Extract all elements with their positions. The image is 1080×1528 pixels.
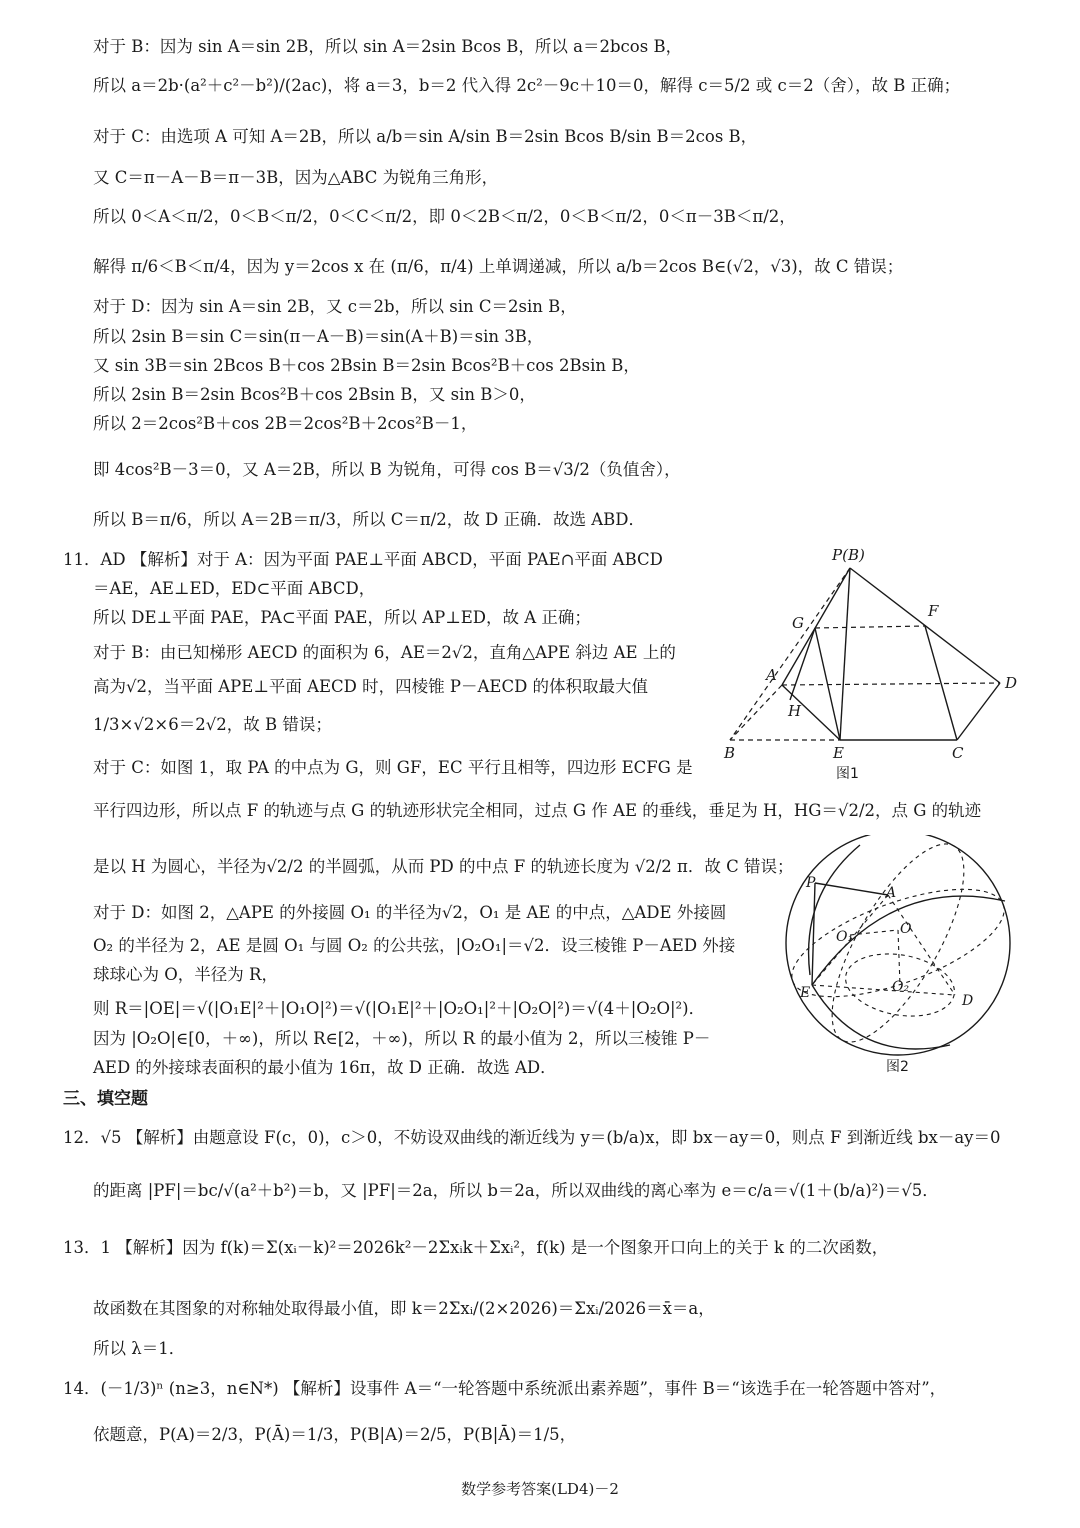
text-line: 是以 H 为圆心，半径为√2/2 的半圆弧，从而 PD 的中点 F 的轨迹长度为 √2/2 π．故 C 错误；: [93, 857, 794, 876]
text-line: 对于 D：因为 sin A＝sin 2B，又 c＝2b，所以 sin C＝2sin B，: [93, 297, 577, 316]
fig2-label-e: E: [800, 985, 811, 1001]
fig1-label-f: F: [928, 602, 939, 620]
fig2-label-o2: O₂: [892, 979, 910, 995]
text-line: 对于 B：因为 sin A＝sin 2B，所以 sin A＝2sin Bcos B，所以 a＝2bcos B，: [93, 37, 683, 56]
page-footer: 数学参考答案(LD4)－2: [461, 1480, 619, 1498]
fig1-label-a: A: [766, 666, 777, 684]
fig1-label-g: G: [792, 614, 804, 632]
text-line: 依题意，P(A)＝2/3，P(Ā)＝1/3，P(B|A)＝2/5，P(B|Ā)＝1/5，: [93, 1425, 577, 1444]
text-line: 故函数在其图象的对称轴处取得最小值，即 k＝2Σxᵢ/(2×2026)＝Σxᵢ/2026＝x̄＝a，: [93, 1299, 715, 1318]
text-line: O₂ 的半径为 2，AE 是圆 O₁ 与圆 O₂ 的公共弦，|O₂O₁|＝√2．设三棱锥 P－AED 外接: [93, 936, 736, 955]
text-line: 11．AD 【解析】对于 A：因为平面 PAE⊥平面 ABCD，平面 PAE∩平面 ABCD: [63, 550, 663, 569]
fig1-label-c: C: [952, 744, 964, 762]
text-line: 对于 C：如图 1，取 PA 的中点为 G，则 GF，EC 平行且相等，四边形 ECFG 是: [93, 758, 693, 777]
fig1-label-h: H: [788, 702, 802, 720]
fig1-label-e: E: [833, 744, 844, 762]
fig2-label-a: A: [886, 885, 897, 901]
figure-2-sphere: [780, 835, 1025, 1080]
text-line: 对于 B：由已知梯形 AECD 的面积为 6，AE＝2√2，直角△APE 斜边 AE 上的: [93, 643, 676, 662]
text-line: 13．1 【解析】因为 f(k)＝Σ(xᵢ－k)²＝2026k²－2Σxᵢk＋Σxᵢ²，f(k) 是一个图象开口向上的关于 k 的二次函数，: [63, 1238, 889, 1257]
text-line: 对于 D：如图 2，△APE 的外接圆 O₁ 的半径为√2，O₁ 是 AE 的中点，△ADE 外接圆: [93, 903, 727, 922]
text-line: 所以 B＝π/6，所以 A＝2B＝π/3，所以 C＝π/2，故 D 正确．故选 ABD．: [93, 510, 645, 529]
figure-1-pyramid: [720, 540, 1030, 785]
text-line: 所以 a＝2b·(a²＋c²－b²)/(2ac)，将 a＝3，b＝2 代入得 2c²－9c＋10＝0，解得 c＝5/2 或 c＝2（舍），故 B 正确；: [93, 76, 961, 95]
text-line: 所以 2sin B＝sin C＝sin(π－A－B)＝sin(A＋B)＝sin 3B，: [93, 327, 544, 346]
text-line: 球球心为 O，半径为 R，: [93, 965, 278, 984]
text-line: 对于 C：由选项 A 可知 A＝2B，所以 a/b＝sin A/sin B＝2sin Bcos B/sin B＝2cos B，: [93, 127, 758, 146]
text-line: 所以 DE⊥平面 PAE，PA⊂平面 PAE，所以 AP⊥ED，故 A 正确；: [93, 608, 591, 627]
text-line: 高为√2，当平面 APE⊥平面 AECD 时，四棱锥 P－AECD 的体积取最大值: [93, 677, 649, 696]
fig1-label-d: D: [1005, 674, 1018, 692]
text-line: AED 的外接球表面积的最小值为 16π，故 D 正确．故选 AD．: [93, 1058, 557, 1077]
text-line: 的距离 |PF|＝bc/√(a²＋b²)＝b，又 |PF|＝2a，所以 b＝2a，所以双曲线的离心率为 e＝c/a＝√(1＋(b/a)²)＝√5．: [93, 1181, 939, 1200]
text-line: 又 sin 3B＝sin 2Bcos B＋cos 2Bsin B＝2sin Bcos²B＋cos 2Bsin B，: [93, 356, 640, 375]
text-line: 所以 2sin B＝2sin Bcos²B＋cos 2Bsin B，又 sin B＞0，: [93, 385, 536, 404]
text-line: 所以 2＝2cos²B＋cos 2B＝2cos²B＋2cos²B－1，: [93, 414, 478, 433]
text-line: 又 C＝π－A－B＝π－3B，因为△ABC 为锐角三角形，: [93, 168, 499, 187]
text-line: ＝AE，AE⊥ED，ED⊂平面 ABCD，: [93, 579, 376, 598]
text-line: 因为 |O₂O|∈[0，＋∞)，所以 R∈[2，＋∞)，所以 R 的最小值为 2，所以三棱锥 P－: [93, 1029, 711, 1048]
section-title: 三、填空题: [63, 1089, 148, 1109]
text-line: 即 4cos²B－3＝0，又 A＝2B，所以 B 为锐角，可得 cos B＝√3/2（负值舍），: [93, 460, 681, 479]
fig1-label-b: B: [724, 744, 736, 762]
fig2-label-d: D: [962, 993, 974, 1009]
fig2-label-p: P: [806, 875, 816, 891]
text-line: 平行四边形，所以点 F 的轨迹与点 G 的轨迹形状完全相同，过点 G 作 AE 的垂线，垂足为 H，HG＝√2/2，点 G 的轨迹: [93, 801, 982, 820]
text-line: 解得 π/6＜B＜π/4，因为 y＝2cos x 在 (π/6，π/4) 上单调递减，所以 a/b＝2cos B∈(√2，√3)，故 C 错误；: [93, 257, 904, 276]
text-line: 则 R＝|OE|＝√(|O₁E|²＋|O₁O|²)＝√(|O₁E|²＋|O₂O₁|²＋|O₂O|²)＝√(4＋|O₂O|²)．: [93, 999, 706, 1018]
text-line: 12．√5 【解析】由题意设 F(c，0)，c＞0，不妨设双曲线的渐近线为 y＝(b/a)x，即 bx－ay＝0，则点 F 到渐近线 bx－ay＝0: [63, 1128, 1001, 1147]
fig2-label-o1: O₁: [836, 929, 854, 945]
fig2-caption: 图2: [886, 1059, 909, 1075]
fig2-label-o: O: [900, 921, 912, 937]
text-line: 1/3×√2×6＝2√2，故 B 错误；: [93, 715, 332, 734]
fig1-caption: 图1: [836, 766, 859, 782]
text-line: 所以 λ＝1．: [93, 1339, 186, 1358]
text-line: 所以 0＜A＜π/2，0＜B＜π/2，0＜C＜π/2，即 0＜2B＜π/2，0＜B＜π/2，0＜π－3B＜π/2，: [93, 207, 796, 226]
fig1-label-p: P(B): [832, 546, 865, 564]
text-line: 14．(－1/3)ⁿ (n≥3，n∈N*) 【解析】设事件 A＝“一轮答题中系统派出素养题”，事件 B＝“该选手在一轮答题中答对”，: [63, 1379, 947, 1398]
